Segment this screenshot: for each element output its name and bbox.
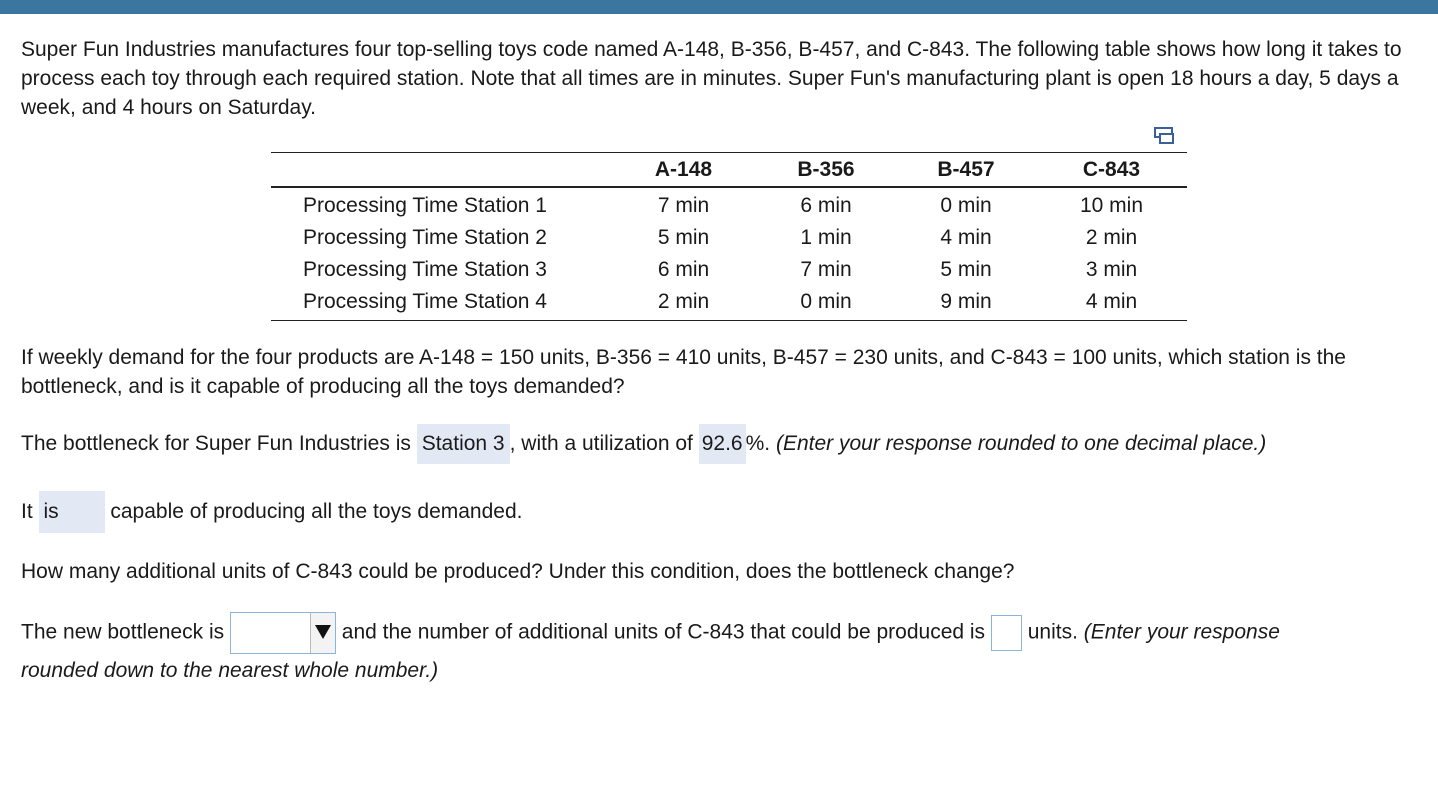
row-label: Processing Time Station 2 [303,226,547,249]
processing-time-table [271,152,1187,321]
table-cell: 6 min [657,258,710,281]
rounding-note: (Enter your response rounded to one decimal place.) [775,432,1267,455]
row-label: Processing Time Station 1 [303,194,547,217]
utilization-answer[interactable]: 92.6 [699,424,746,464]
table-cell: 2 min [611,286,756,321]
header-c843: C-843 [1036,153,1187,188]
new-bottleneck-middle: and the number of additional units of C-843 that could be produced is [341,620,986,644]
rounding-note-line [21,656,438,685]
new-bottleneck-dropdown[interactable] [230,612,336,654]
row-label: Processing Time Station 3 [303,258,547,281]
table-cell: 0 min [940,194,992,217]
table-cell: 5 min [940,258,992,281]
capable-answer[interactable]: is [39,491,105,533]
dropdown-arrow[interactable] [310,613,335,653]
question-paragraph: If weekly demand for the four products are A-148 = 150 units, B-356 = 410 units, B-457 = 230 units, and C-843 = 100 units, which station is the bottleneck, and is it capable of producing all the toys demanded? [21,346,1346,398]
bottleneck-prefix: The bottleneck for Super Fun Industries is [21,432,411,455]
top-header-bar [0,0,1438,14]
rounding-note-2b: rounded down to the nearest whole number.) [21,659,439,682]
copy-table-icon[interactable] [1154,127,1176,145]
table-cell: 10 min [1079,194,1144,217]
table-header-row [271,153,1187,188]
table-row [271,187,1187,222]
table-row [271,222,1187,254]
table-row [271,254,1187,286]
header-blank [271,153,611,188]
new-bottleneck-line [21,612,1426,654]
table-cell: 7 min [657,194,710,217]
capable-suffix: capable of producing all the toys demanded. [110,500,523,523]
utilization-suffix: %. [745,432,771,455]
capable-answer-line [21,491,522,533]
rounding-note-2a: (Enter your response [1083,620,1280,644]
table-cell: 4 min [940,226,992,249]
bottleneck-middle: , with a utilization of [509,432,693,455]
table-cell: 3 min [1085,258,1138,281]
table-cell: 1 min [800,226,852,249]
triangle-down-icon [315,625,331,639]
bottleneck-answer-line [21,424,1266,464]
bottleneck-station-answer[interactable]: Station 3 [417,424,510,464]
row-label: Processing Time Station 4 [271,286,611,321]
capable-prefix: It [21,500,33,523]
table-cell: 4 min [1036,286,1187,321]
table-cell: 5 min [657,226,710,249]
table-cell: 0 min [756,286,896,321]
header-b457: B-457 [896,153,1036,188]
table-cell: 7 min [800,258,852,281]
new-bottleneck-prefix: The new bottleneck is [21,620,225,644]
table-row [271,286,1187,321]
intro-paragraph: Super Fun Industries manufactures four top-selling toys code named A-148, B-356, B-457, and C-843. The following table shows how long it takes to process each toy through each required station. Note that all times are in minutes. Super Fun's manufacturing plant is open 18 hours a day, 5 days a week, and 4 hours on Saturday. [21,38,1402,119]
table-cell: 6 min [800,194,852,217]
header-a148: A-148 [611,153,756,188]
additional-units-input[interactable] [991,615,1022,651]
table-cell: 9 min [896,286,1036,321]
question2-paragraph: How many additional units of C-843 could be produced? Under this condition, does the bottleneck change? [21,560,1015,583]
units-label: units. [1027,620,1078,644]
header-b356: B-356 [756,153,896,188]
table-cell: 2 min [1085,226,1138,249]
